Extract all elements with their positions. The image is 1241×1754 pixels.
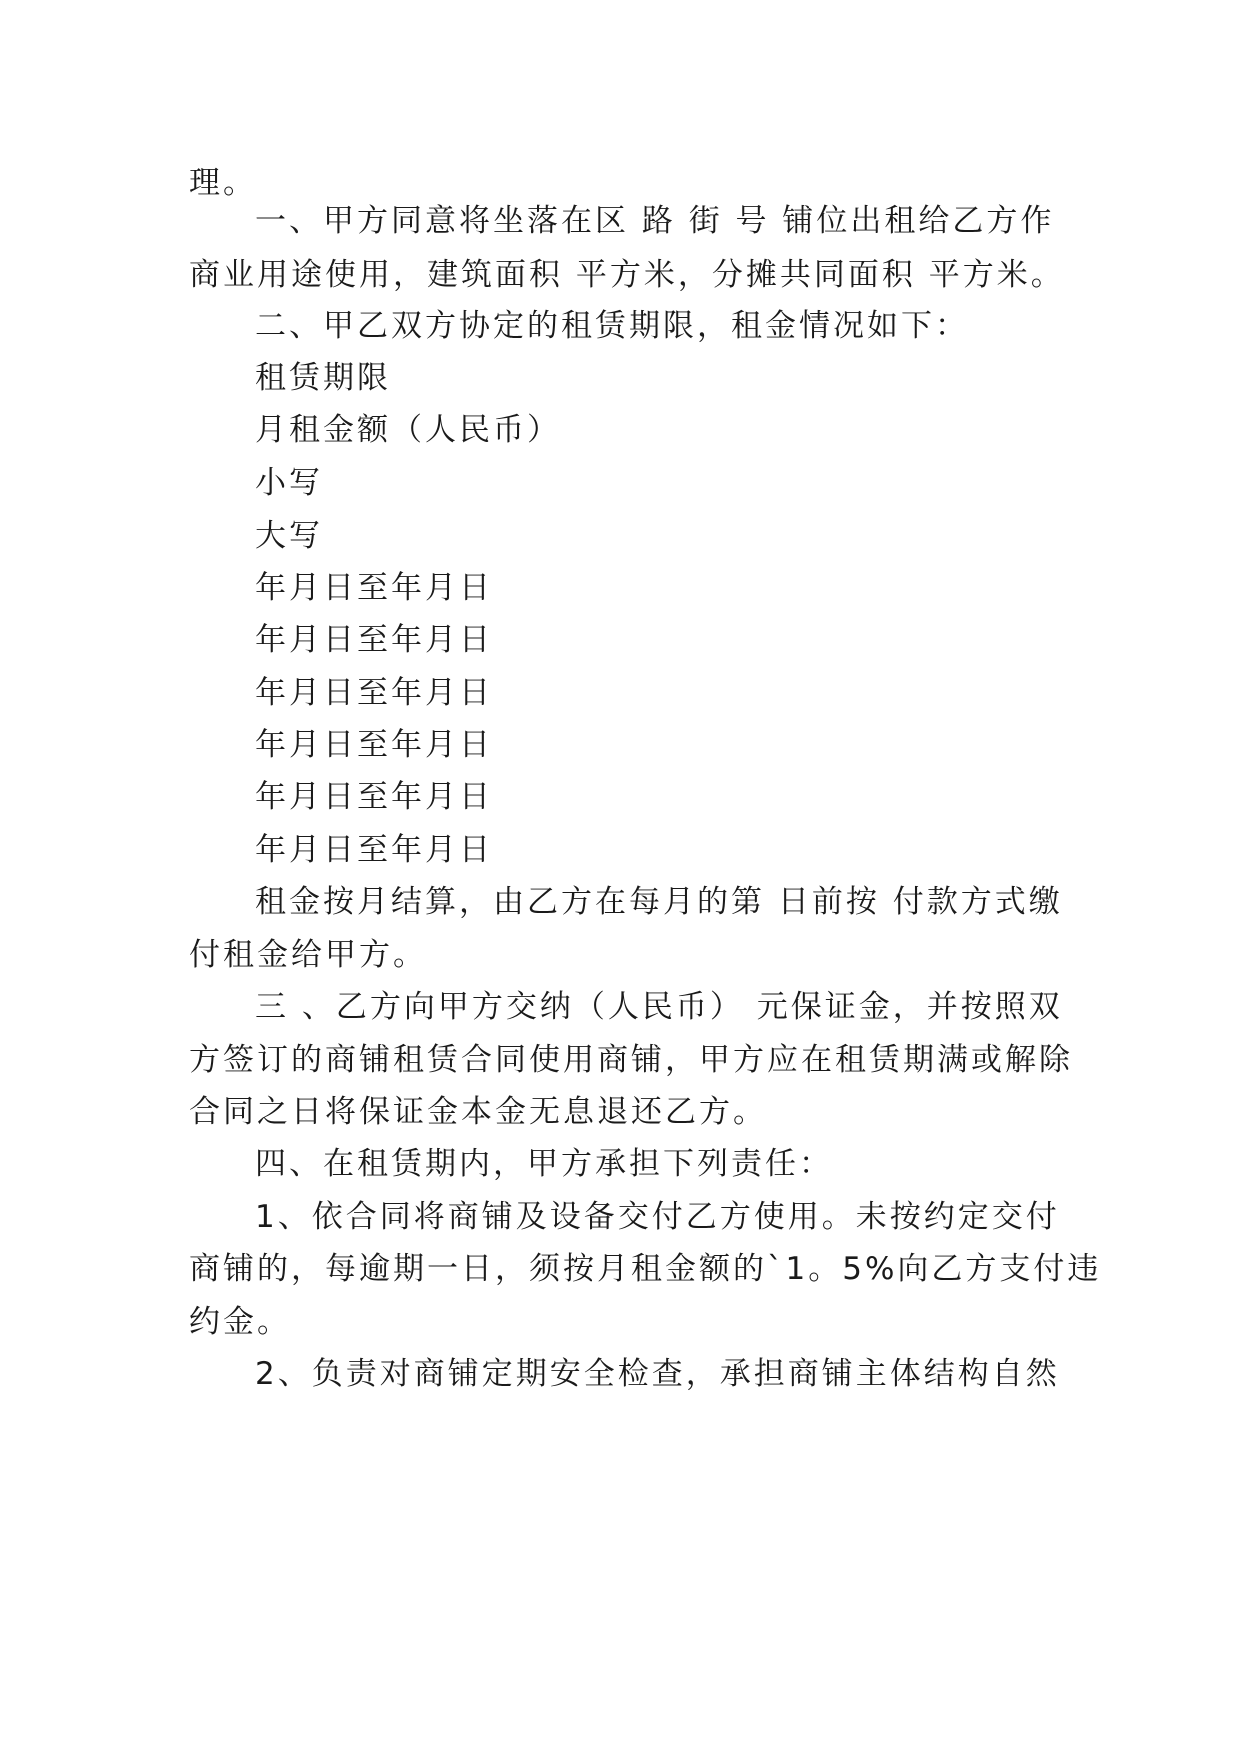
text-line: 理。 — [189, 165, 257, 201]
text-line: 三 、乙方向甲方交纳（人民币） 元保证金，并按照双 — [255, 989, 1063, 1025]
text-line: 1、依合同将商铺及设备交付乙方使用。未按约定交付 — [255, 1199, 1060, 1235]
text-line: 大写 — [255, 518, 323, 554]
text-line: 租赁期限 — [255, 360, 391, 396]
text-line: 约金。 — [189, 1304, 291, 1340]
text-line: 小写 — [255, 465, 323, 501]
text-line: 年月日至年月日 — [255, 832, 493, 868]
text-line: 年月日至年月日 — [255, 675, 493, 711]
text-line: 年月日至年月日 — [255, 727, 493, 763]
text-line: 年月日至年月日 — [255, 570, 493, 606]
text-line: 2、负责对商铺定期安全检查，承担商铺主体结构自然 — [255, 1356, 1060, 1392]
text-line: 合同之日将保证金本金无息退还乙方。 — [189, 1094, 767, 1130]
text-line: 月租金额（人民币） — [255, 412, 561, 448]
text-line: 商业用途使用，建筑面积 平方米，分摊共同面积 平方米。 — [189, 257, 1065, 293]
text-line: 方签订的商铺租赁合同使用商铺，甲方应在租赁期满或解除 — [189, 1042, 1073, 1078]
text-line: 年月日至年月日 — [255, 779, 493, 815]
text-line: 二、甲乙双方协定的租赁期限，租金情况如下： — [255, 308, 969, 344]
text-line: 一、甲方同意将坐落在区 路 街 号 铺位出租给乙方作 — [255, 203, 1055, 239]
text-line: 年月日至年月日 — [255, 622, 493, 658]
text-line: 租金按月结算，由乙方在每月的第 日前按 付款方式缴 — [255, 884, 1063, 920]
text-line: 四、在租赁期内，甲方承担下列责任： — [255, 1146, 833, 1182]
text-line: 付租金给甲方。 — [189, 937, 427, 973]
text-line: 商铺的，每逾期一日，须按月租金额的`1。5%向乙方支付违 — [189, 1251, 1102, 1287]
